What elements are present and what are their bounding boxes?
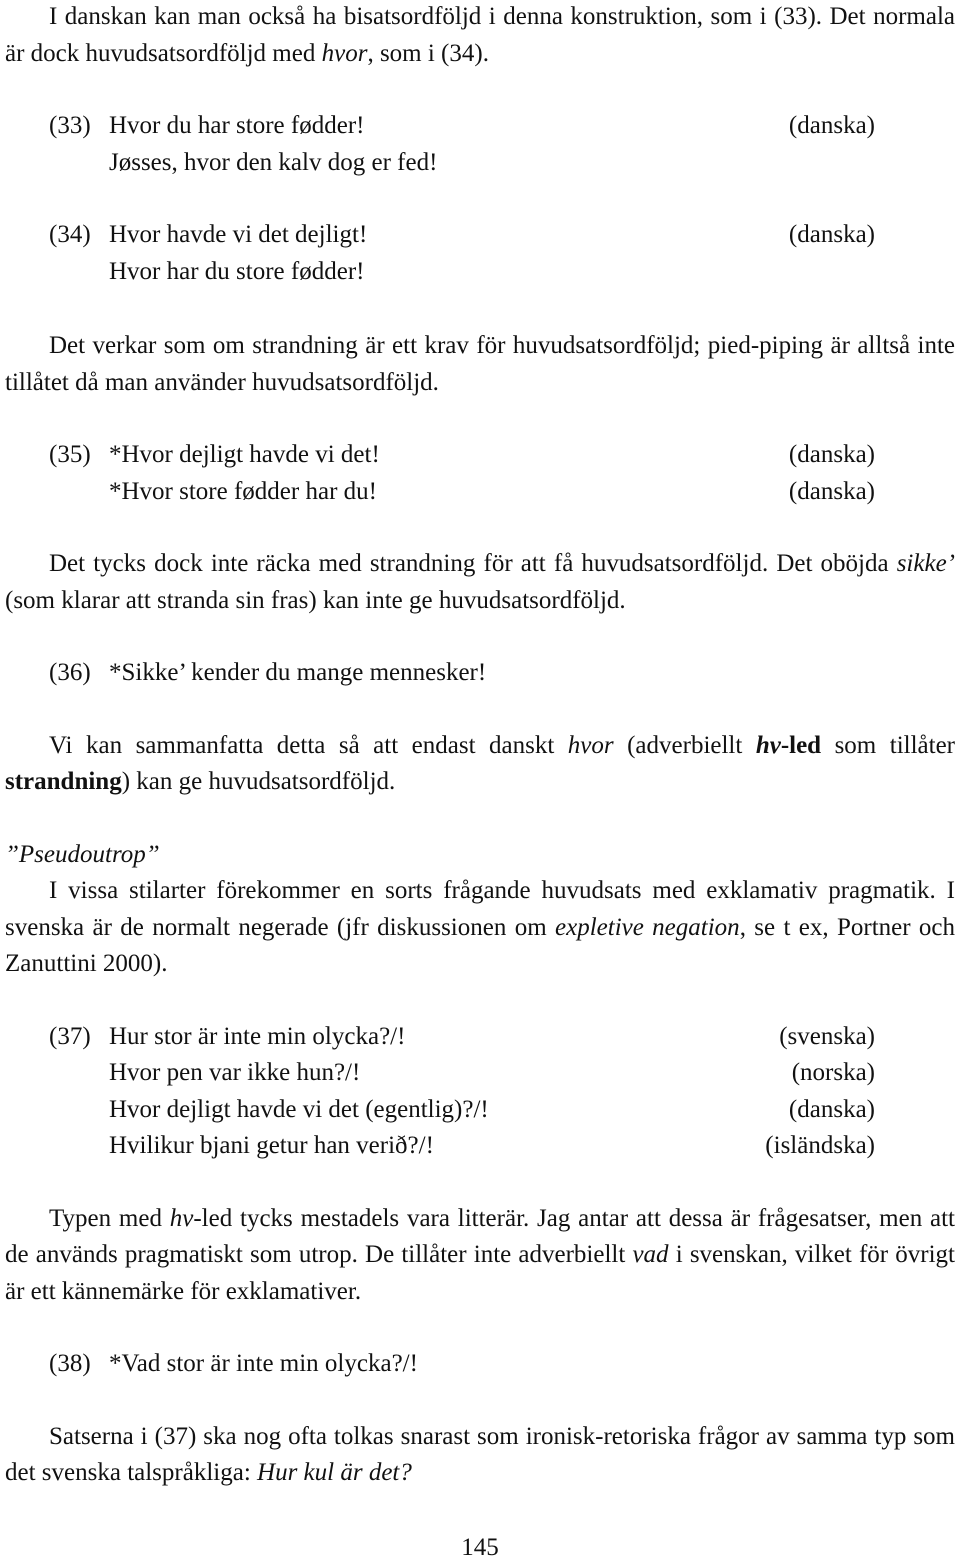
example-line	[49, 108, 875, 145]
text: I vissa stilarter förekommer en sorts frågande huvudsats med exklamativ pragmatik. I svenska är de normalt negerade (jfr diskussionen om	[5, 877, 955, 941]
paragraph-1	[5, 0, 955, 72]
text: , som i (34).	[367, 39, 489, 67]
example-line	[49, 655, 875, 692]
example-text: *Hvor dejligt havde vi det!	[109, 441, 380, 468]
example-language: (danska)	[788, 1095, 875, 1123]
example-38	[49, 1346, 875, 1383]
example-line	[49, 145, 875, 182]
example-33	[49, 108, 875, 181]
bold-text: strandning	[5, 768, 122, 795]
page-body	[5, 0, 955, 1492]
paragraph-5	[5, 873, 955, 983]
example-language: (norska)	[791, 1059, 875, 1086]
bold-text: -led	[780, 731, 822, 759]
example-34	[49, 217, 875, 290]
example-number-spacer	[49, 145, 109, 182]
text: Det tycks dock inte räcka med strandning för att få huvudsatsordföljd. Det oböjda	[49, 550, 897, 577]
example-number: (34)	[49, 221, 91, 248]
example-line	[49, 1019, 875, 1056]
emphasis: expletive negation	[555, 913, 740, 941]
example-37	[49, 1019, 875, 1165]
example-language: (danska)	[788, 112, 875, 139]
text: (som klarar att stranda sin fras) kan inte ge huvudsatsordföljd.	[5, 586, 626, 614]
emphasis: Hur kul är det?	[257, 1459, 412, 1486]
example-number-spacer	[49, 1055, 109, 1092]
paragraph-6	[5, 1201, 955, 1311]
text: ) kan ge huvudsatsordföljd.	[121, 768, 396, 795]
example-number: (35)	[49, 441, 91, 468]
text: i svenskan, vilket för övrigt är ett kännemärke för exklamativer.	[5, 1241, 955, 1305]
text: -led tycks mestadels vara litterär. Jag antar att dessa är frågesatser, men att de används pragmatiskt som utrop. De tillåter inte adverbiellt	[5, 1204, 955, 1268]
emphasis: hv	[169, 1204, 194, 1232]
page-number: 145	[461, 1534, 499, 1561]
example-text: *Sikke’ kender du mange mennesker!	[109, 659, 487, 686]
emphasis: hvor	[321, 39, 368, 67]
example-number: (33)	[49, 112, 91, 139]
emphasis: hvor	[567, 731, 614, 759]
example-text: Hvor har du store fødder!	[109, 257, 365, 285]
example-text: Hvilikur bjani getur han verið?/!	[109, 1132, 434, 1159]
example-text: Hvor dejligt havde vi det (egentlig)?/!	[109, 1095, 489, 1123]
example-number: (37)	[49, 1022, 91, 1050]
example-number-spacer	[49, 254, 109, 291]
emphasis-bold: hv	[755, 731, 781, 759]
example-line	[49, 474, 875, 511]
example-language: (danska)	[788, 441, 875, 468]
example-line	[49, 1346, 875, 1383]
text: som tillåter	[821, 731, 955, 759]
example-number-spacer	[49, 1092, 109, 1129]
paragraph-7	[5, 1419, 955, 1492]
example-line	[49, 217, 875, 254]
example-text: *Hvor store fødder har du!	[109, 477, 377, 505]
example-text: Hvor havde vi det dejligt!	[109, 221, 368, 248]
text: I danskan kan man också ha bisatsordföljd i denna konstruktion, som i (33). Det normala är dock huvudsatsordföljd med	[5, 3, 955, 67]
example-language: (danska)	[788, 221, 875, 248]
example-number: (38)	[49, 1350, 91, 1377]
text: (adverbiellt	[613, 731, 756, 759]
text: , se t ex, Portner och Zanuttini 2000).	[5, 913, 956, 977]
text: Satserna i (37) ska nog ofta tolkas snarast som ironisk-retoriska frågor av samma typ som det svenska talspråkliga:	[5, 1422, 955, 1486]
paragraph-2: Det verkar som om strandning är ett krav för huvudsatsordföljd; pied-piping är alltså inte tillåtet då man använder huvudsatsordföljd.	[5, 332, 955, 396]
example-text: Jøsses, hvor den kalv dog er fed!	[109, 148, 438, 176]
example-text: *Vad stor är inte min olycka?/!	[109, 1350, 418, 1377]
example-language: (danska)	[788, 477, 875, 505]
text: Vi kan sammanfatta detta så att endast danskt	[49, 731, 568, 759]
emphasis: sikke’	[896, 550, 955, 577]
example-line	[49, 1128, 875, 1165]
paragraph-4	[5, 728, 955, 801]
example-36	[49, 655, 875, 692]
example-number-spacer	[49, 474, 109, 511]
example-number-spacer	[49, 1128, 109, 1165]
example-line	[49, 254, 875, 291]
example-language: (isländska)	[765, 1132, 875, 1159]
section-heading	[5, 837, 955, 874]
emphasis: vad	[632, 1241, 669, 1268]
example-text: Hur stor är inte min olycka?/!	[109, 1022, 406, 1050]
example-language: (svenska)	[779, 1022, 875, 1050]
example-text: Hvor du har store fødder!	[109, 112, 365, 139]
example-text: Hvor pen var ikke hun?/!	[109, 1059, 361, 1086]
example-number: (36)	[49, 659, 91, 686]
paragraph-3	[5, 546, 955, 619]
example-line	[49, 437, 875, 474]
text: Typen med	[49, 1204, 170, 1232]
example-line	[49, 1055, 875, 1092]
heading-text: ”Pseudoutrop”	[5, 840, 160, 868]
example-35	[49, 437, 875, 510]
example-line	[49, 1092, 875, 1129]
